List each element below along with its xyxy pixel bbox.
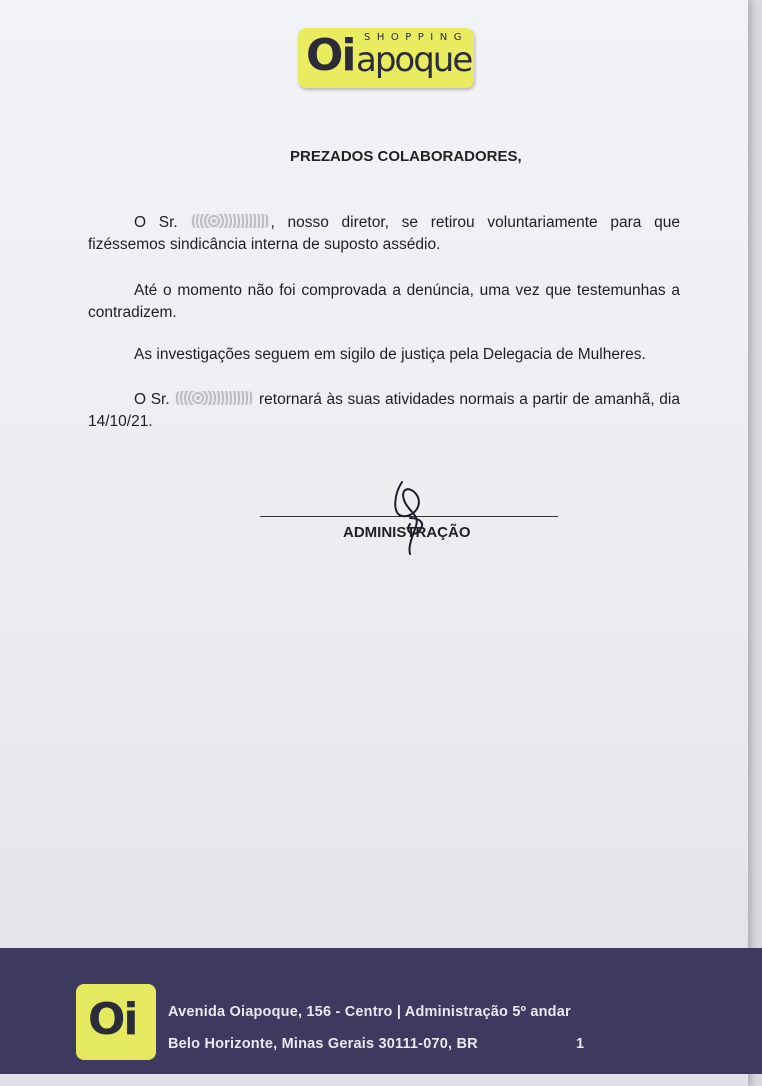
paragraph-1-rest: , nosso diretor, se retirou voluntariamente para que fizéssemos sindicância interna de suposto assédio. bbox=[88, 214, 680, 253]
redacted-name bbox=[174, 391, 254, 405]
letter-heading: PREZADOS COLABORADORES, bbox=[290, 148, 522, 165]
footer-address-line-2: Belo Horizonte, Minas Gerais 30111-070, BR bbox=[168, 1036, 478, 1052]
paragraph-2-text: Até o momento não foi comprovada a denúncia, uma vez que testemunhas a contradizem. bbox=[88, 282, 680, 321]
logo-name: apoque bbox=[356, 40, 472, 80]
paragraph-3 bbox=[88, 344, 680, 366]
footer-band bbox=[0, 948, 762, 1074]
paragraph-4 bbox=[88, 389, 680, 433]
logo-tagline: SHOPPING bbox=[364, 32, 468, 43]
signature-label: ADMINISTRAÇÃO bbox=[343, 524, 471, 541]
paragraph-2 bbox=[88, 280, 680, 324]
paragraph-4-rest: retornará às suas atividades normais a partir de amanhã, dia 14/10/21. bbox=[88, 391, 680, 430]
redacted-name bbox=[190, 214, 270, 228]
page-number: 1 bbox=[576, 1036, 585, 1052]
footer-logo-text: Oi bbox=[88, 994, 137, 1045]
logo-oi: Oi bbox=[306, 30, 355, 81]
paragraph-1 bbox=[88, 212, 680, 256]
footer-logo bbox=[76, 984, 156, 1060]
paragraph-3-text: As investigações seguem em sigilo de justiça pela Delegacia de Mulheres. bbox=[134, 346, 646, 363]
footer-address-line-1: Avenida Oiapoque, 156 - Centro | Administração 5º andar bbox=[168, 1004, 571, 1020]
handwritten-signature bbox=[380, 474, 440, 560]
paragraph-4-start: O Sr. bbox=[134, 391, 170, 408]
brand-logo bbox=[298, 28, 474, 88]
paragraph-1-start: O Sr. bbox=[134, 214, 178, 231]
